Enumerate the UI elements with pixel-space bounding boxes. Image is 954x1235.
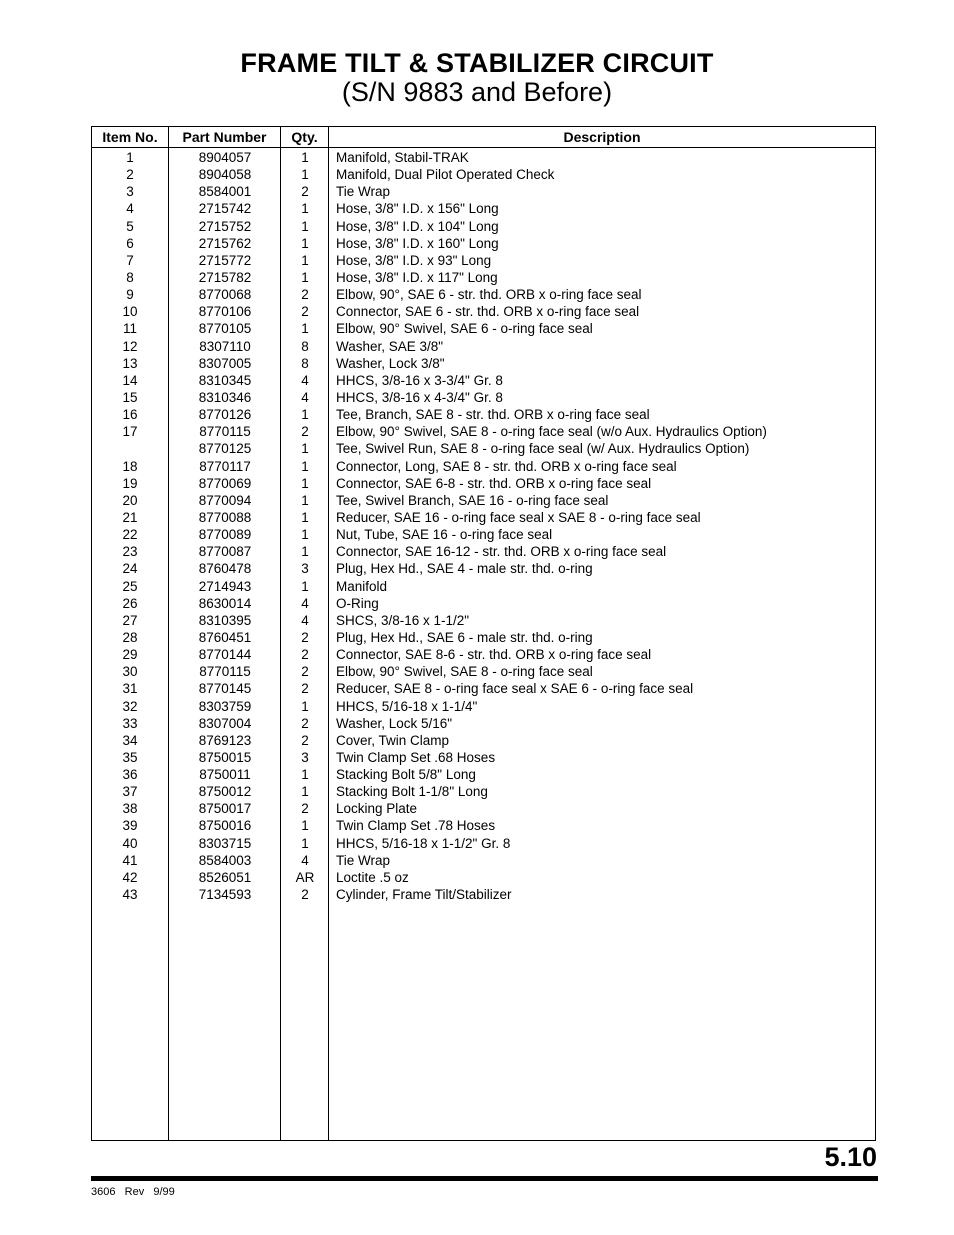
part-number-cell: 2715762 — [198, 235, 252, 251]
item-number-cell: 10 — [122, 304, 138, 320]
description-cell: HHCS, 5/16-18 x 1-1/4" — [336, 698, 478, 714]
item-number-cell: 17 — [122, 424, 138, 440]
table-row — [92, 458, 875, 475]
quantity-cell: 1 — [301, 698, 309, 714]
item-number-cell: 43 — [122, 887, 138, 903]
part-number-cell: 7134593 — [198, 887, 252, 903]
table-row — [92, 595, 875, 612]
page-number: 5.10 — [824, 1142, 877, 1172]
quantity-cell: 1 — [301, 150, 309, 165]
description-cell: Hose, 3/8" I.D. x 104" Long — [336, 218, 499, 234]
description-cell: Tee, Branch, SAE 8 - str. thd. ORB x o-ring face seal — [336, 407, 650, 423]
part-number-cell: 8307004 — [198, 715, 252, 731]
page-title: FRAME TILT & STABILIZER CIRCUIT — [240, 48, 714, 78]
quantity-cell: 1 — [301, 784, 309, 800]
description-cell: Hose, 3/8" I.D. x 93" Long — [336, 252, 492, 268]
quantity-cell: 2 — [301, 801, 309, 817]
column-header-qty: Qty. — [291, 129, 318, 145]
item-number-cell: 23 — [122, 544, 138, 560]
item-number-cell: 39 — [122, 818, 138, 834]
table-row — [92, 680, 875, 697]
item-number-cell: 2 — [126, 167, 134, 183]
item-number-cell: 42 — [122, 869, 138, 885]
quantity-cell: 1 — [301, 475, 309, 491]
description-cell: Plug, Hex Hd., SAE 4 - male str. thd. o-ring — [336, 561, 593, 577]
item-number-cell: 36 — [122, 767, 138, 783]
quantity-cell: 1 — [301, 509, 309, 525]
table-row — [92, 612, 875, 629]
part-number-cell: 8584003 — [198, 852, 252, 868]
part-number-cell: 8770068 — [198, 287, 252, 303]
table-row — [92, 560, 875, 577]
quantity-cell: 1 — [301, 441, 309, 457]
quantity-cell: 1 — [301, 235, 309, 251]
table-row — [92, 835, 875, 852]
part-number-cell: 8770115 — [199, 664, 251, 680]
description-cell: Washer, Lock 3/8" — [336, 355, 445, 371]
footer-rule — [91, 1176, 878, 1181]
quantity-cell: 1 — [301, 201, 309, 217]
description-cell: Stacking Bolt 5/8" Long — [336, 767, 476, 783]
part-number-cell: 8770125 — [198, 441, 252, 457]
description-cell: Manifold, Stabil-TRAK — [336, 150, 469, 165]
quantity-cell: 1 — [301, 167, 309, 183]
table-row — [92, 423, 875, 440]
table-row — [92, 166, 875, 183]
quantity-cell: 2 — [301, 887, 309, 903]
table-row — [92, 749, 875, 766]
table-row — [92, 269, 875, 286]
item-number-cell: 41 — [122, 852, 138, 868]
table-row — [92, 578, 875, 595]
part-number-cell: 8770069 — [198, 475, 252, 491]
item-number-cell: 11 — [122, 321, 137, 337]
table-row — [92, 218, 875, 235]
item-number-cell: 32 — [122, 698, 138, 714]
item-number-cell: 16 — [122, 407, 138, 423]
part-number-cell: 8770144 — [198, 647, 252, 663]
part-number-cell: 8770126 — [198, 407, 252, 423]
column-header-item: Item No. — [102, 129, 158, 145]
part-number-cell: 8310346 — [198, 389, 252, 405]
item-number-cell: 30 — [122, 664, 138, 680]
description-cell: Reducer, SAE 8 - o-ring face seal x SAE 6 - o-ring face seal — [336, 681, 694, 697]
description-cell: Stacking Bolt 1-1/8" Long — [336, 784, 488, 800]
table-row — [92, 817, 875, 834]
quantity-cell: 1 — [301, 321, 309, 337]
quantity-cell: 2 — [301, 715, 309, 731]
description-cell: SHCS, 3/8-16 x 1-1/2" — [336, 612, 470, 628]
description-cell: Tie Wrap — [336, 184, 391, 200]
description-cell: Elbow, 90° Swivel, SAE 6 - o-ring face seal — [336, 321, 593, 337]
item-number-cell: 24 — [122, 561, 138, 577]
item-number-cell: 9 — [126, 287, 134, 303]
part-number-cell: 8584001 — [198, 184, 252, 200]
description-cell: Twin Clamp Set .78 Hoses — [336, 818, 496, 834]
item-number-cell: 3 — [126, 184, 134, 200]
description-cell: Plug, Hex Hd., SAE 6 - male str. thd. o-ring — [336, 629, 593, 645]
part-number-cell: 8770117 — [199, 458, 251, 474]
table-row — [92, 475, 875, 492]
item-number-cell: 25 — [122, 578, 138, 594]
part-number-cell: 2714943 — [198, 578, 252, 594]
description-cell: Elbow, 90°, SAE 6 - str. thd. ORB x o-ring face seal — [336, 287, 642, 303]
item-number-cell: 6 — [126, 235, 134, 251]
table-row — [92, 646, 875, 663]
part-number-cell: 8769123 — [198, 732, 252, 748]
page-subtitle: (S/N 9883 and Before) — [341, 77, 613, 107]
part-number-cell: 2715742 — [198, 201, 252, 217]
part-number-cell: 8310395 — [198, 612, 252, 628]
part-number-cell: 2715782 — [198, 269, 252, 285]
description-cell: Connector, SAE 16-12 - str. thd. ORB x o-ring face seal — [336, 544, 667, 560]
quantity-cell: 8 — [301, 338, 309, 354]
table-row — [92, 183, 875, 200]
header-divider — [92, 147, 875, 148]
table-row — [92, 509, 875, 526]
description-cell: Tie Wrap — [336, 852, 391, 868]
description-cell: HHCS, 3/8-16 x 3-3/4" Gr. 8 — [336, 372, 503, 388]
table-row — [92, 852, 875, 869]
description-cell: Elbow, 90° Swivel, SAE 8 - o-ring face seal (w/o Aux. Hydraulics Option) — [336, 424, 767, 440]
quantity-cell: 3 — [301, 749, 309, 765]
item-number-cell: 5 — [126, 218, 134, 234]
column-header-description: Description — [563, 129, 641, 145]
table-row — [92, 252, 875, 269]
item-number-cell: 20 — [122, 492, 138, 508]
part-number-cell: 8770089 — [198, 527, 252, 543]
item-number-cell: 14 — [122, 372, 138, 388]
description-cell: O-Ring — [336, 595, 379, 611]
quantity-cell: 1 — [301, 835, 309, 851]
quantity-cell: 2 — [301, 184, 309, 200]
quantity-cell: 2 — [301, 664, 309, 680]
item-number-cell: 29 — [122, 647, 138, 663]
quantity-cell: 1 — [301, 578, 309, 594]
item-number-cell: 22 — [122, 527, 138, 543]
quantity-cell: 1 — [301, 818, 309, 834]
table-row — [92, 200, 875, 217]
part-number-cell: 8904058 — [198, 167, 252, 183]
quantity-cell: 4 — [301, 595, 309, 611]
item-number-cell: 26 — [122, 595, 138, 611]
description-cell: Reducer, SAE 16 - o-ring face seal x SAE 8 - o-ring face seal — [336, 509, 701, 525]
item-number-cell: 21 — [122, 509, 138, 525]
quantity-cell: 1 — [301, 767, 309, 783]
description-cell: Washer, Lock 5/16" — [336, 715, 453, 731]
item-number-cell: 38 — [122, 801, 138, 817]
quantity-cell: 4 — [301, 389, 309, 405]
part-number-cell: 8526051 — [198, 869, 252, 885]
quantity-cell: 2 — [301, 287, 309, 303]
quantity-cell: 2 — [301, 424, 309, 440]
quantity-cell: 2 — [301, 629, 309, 645]
quantity-cell: 1 — [301, 252, 309, 268]
part-number-cell: 8904057 — [198, 150, 252, 165]
table-row — [92, 235, 875, 252]
description-cell: Elbow, 90° Swivel, SAE 8 - o-ring face seal — [336, 664, 593, 680]
table-row — [92, 406, 875, 423]
description-cell: Locking Plate — [336, 801, 418, 817]
table-row — [92, 303, 875, 320]
quantity-cell: 2 — [301, 304, 309, 320]
quantity-cell: 4 — [301, 612, 309, 628]
quantity-cell: AR — [295, 869, 315, 885]
description-cell: HHCS, 5/16-18 x 1-1/2" Gr. 8 — [336, 835, 511, 851]
part-number-cell: 8310345 — [198, 372, 252, 388]
description-cell: Twin Clamp Set .68 Hoses — [336, 749, 496, 765]
part-number-cell: 8770106 — [198, 304, 252, 320]
description-cell: Tee, Swivel Branch, SAE 16 - o-ring face seal — [336, 492, 609, 508]
quantity-cell: 8 — [301, 355, 309, 371]
quantity-cell: 2 — [301, 681, 309, 697]
quantity-cell: 1 — [301, 458, 309, 474]
item-number-cell: 7 — [126, 252, 134, 268]
part-number-cell: 8770115 — [199, 424, 251, 440]
table-row — [92, 355, 875, 372]
table-row — [92, 800, 875, 817]
quantity-cell: 2 — [301, 732, 309, 748]
description-cell: Tee, Swivel Run, SAE 8 - o-ring face seal (w/ Aux. Hydraulics Option) — [336, 441, 750, 457]
table-row — [92, 286, 875, 303]
item-number-cell: 13 — [122, 355, 138, 371]
table-body — [92, 149, 875, 903]
table-row — [92, 149, 875, 166]
table-row — [92, 869, 875, 886]
item-number-cell: 34 — [122, 732, 138, 748]
quantity-cell: 1 — [301, 544, 309, 560]
column-header-part-number: Part Number — [182, 129, 267, 145]
part-number-cell: 8750011 — [199, 767, 251, 783]
item-number-cell: 35 — [122, 749, 138, 765]
table-row — [92, 372, 875, 389]
description-cell: Cover, Twin Clamp — [336, 732, 450, 748]
description-cell: Hose, 3/8" I.D. x 156" Long — [336, 201, 499, 217]
part-number-cell: 8750017 — [198, 801, 252, 817]
item-number-cell: 37 — [122, 784, 138, 800]
table-row — [92, 492, 875, 509]
description-cell: Connector, SAE 8-6 - str. thd. ORB x o-ring face seal — [336, 647, 652, 663]
description-cell: Washer, SAE 3/8" — [336, 338, 444, 354]
description-cell: Cylinder, Frame Tilt/Stabilizer — [336, 887, 512, 903]
item-number-cell: 27 — [122, 612, 138, 628]
item-number-cell: 4 — [126, 201, 134, 217]
table-row — [92, 715, 875, 732]
description-cell: HHCS, 3/8-16 x 4-3/4" Gr. 8 — [336, 389, 503, 405]
quantity-cell: 1 — [301, 527, 309, 543]
part-number-cell: 8770087 — [198, 544, 252, 560]
quantity-cell: 2 — [301, 647, 309, 663]
item-number-cell: 15 — [122, 389, 138, 405]
item-number-cell: 33 — [122, 715, 138, 731]
table-row — [92, 440, 875, 457]
description-cell: Connector, Long, SAE 8 - str. thd. ORB x o-ring face seal — [336, 458, 677, 474]
table-row — [92, 389, 875, 406]
part-number-cell: 8303715 — [198, 835, 252, 851]
table-row — [92, 732, 875, 749]
item-number-cell: 8 — [126, 269, 134, 285]
description-cell: Loctite .5 oz — [336, 869, 409, 885]
part-number-cell: 8750015 — [198, 749, 252, 765]
part-number-cell: 8770088 — [198, 509, 252, 525]
table-row — [92, 766, 875, 783]
description-cell: Hose, 3/8" I.D. x 160" Long — [336, 235, 499, 251]
item-number-cell: 31 — [122, 681, 138, 697]
table-row — [92, 698, 875, 715]
part-number-cell: 8750012 — [198, 784, 252, 800]
table-row — [92, 629, 875, 646]
part-number-cell: 2715772 — [198, 252, 252, 268]
item-number-cell: 40 — [122, 835, 138, 851]
table-row — [92, 783, 875, 800]
part-number-cell: 8770145 — [198, 681, 252, 697]
quantity-cell: 4 — [301, 852, 309, 868]
description-cell: Hose, 3/8" I.D. x 117" Long — [336, 269, 498, 285]
part-number-cell: 8770094 — [198, 492, 252, 508]
quantity-cell: 1 — [301, 218, 309, 234]
table-row — [92, 526, 875, 543]
part-number-cell: 8307005 — [198, 355, 252, 371]
part-number-cell: 8303759 — [198, 698, 252, 714]
item-number-cell: 19 — [122, 475, 138, 491]
document-reference: 3606 Rev 9/99 — [91, 1186, 175, 1198]
quantity-cell: 1 — [301, 407, 309, 423]
part-number-cell: 8760478 — [198, 561, 252, 577]
table-row — [92, 886, 875, 903]
description-cell: Nut, Tube, SAE 16 - o-ring face seal — [336, 527, 553, 543]
part-number-cell: 8307110 — [199, 338, 251, 354]
table-row — [92, 338, 875, 355]
part-number-cell: 8760451 — [198, 629, 252, 645]
description-cell: Connector, SAE 6 - str. thd. ORB x o-ring face seal — [336, 304, 640, 320]
description-cell: Manifold, Dual Pilot Operated Check — [336, 167, 555, 183]
description-cell: Manifold — [336, 578, 388, 594]
table-row — [92, 663, 875, 680]
item-number-cell: 28 — [122, 629, 138, 645]
part-number-cell: 8750016 — [198, 818, 252, 834]
item-number-cell: 1 — [126, 150, 134, 165]
table-row — [92, 320, 875, 337]
quantity-cell: 3 — [301, 561, 309, 577]
quantity-cell: 4 — [301, 372, 309, 388]
item-number-cell: 18 — [122, 458, 138, 474]
parts-table — [91, 126, 876, 1141]
quantity-cell: 1 — [301, 269, 309, 285]
description-cell: Connector, SAE 6-8 - str. thd. ORB x o-ring face seal — [336, 475, 652, 491]
quantity-cell: 1 — [301, 492, 309, 508]
part-number-cell: 8770105 — [198, 321, 252, 337]
part-number-cell: 2715752 — [198, 218, 252, 234]
item-number-cell: 12 — [122, 338, 138, 354]
table-row — [92, 543, 875, 560]
part-number-cell: 8630014 — [198, 595, 252, 611]
